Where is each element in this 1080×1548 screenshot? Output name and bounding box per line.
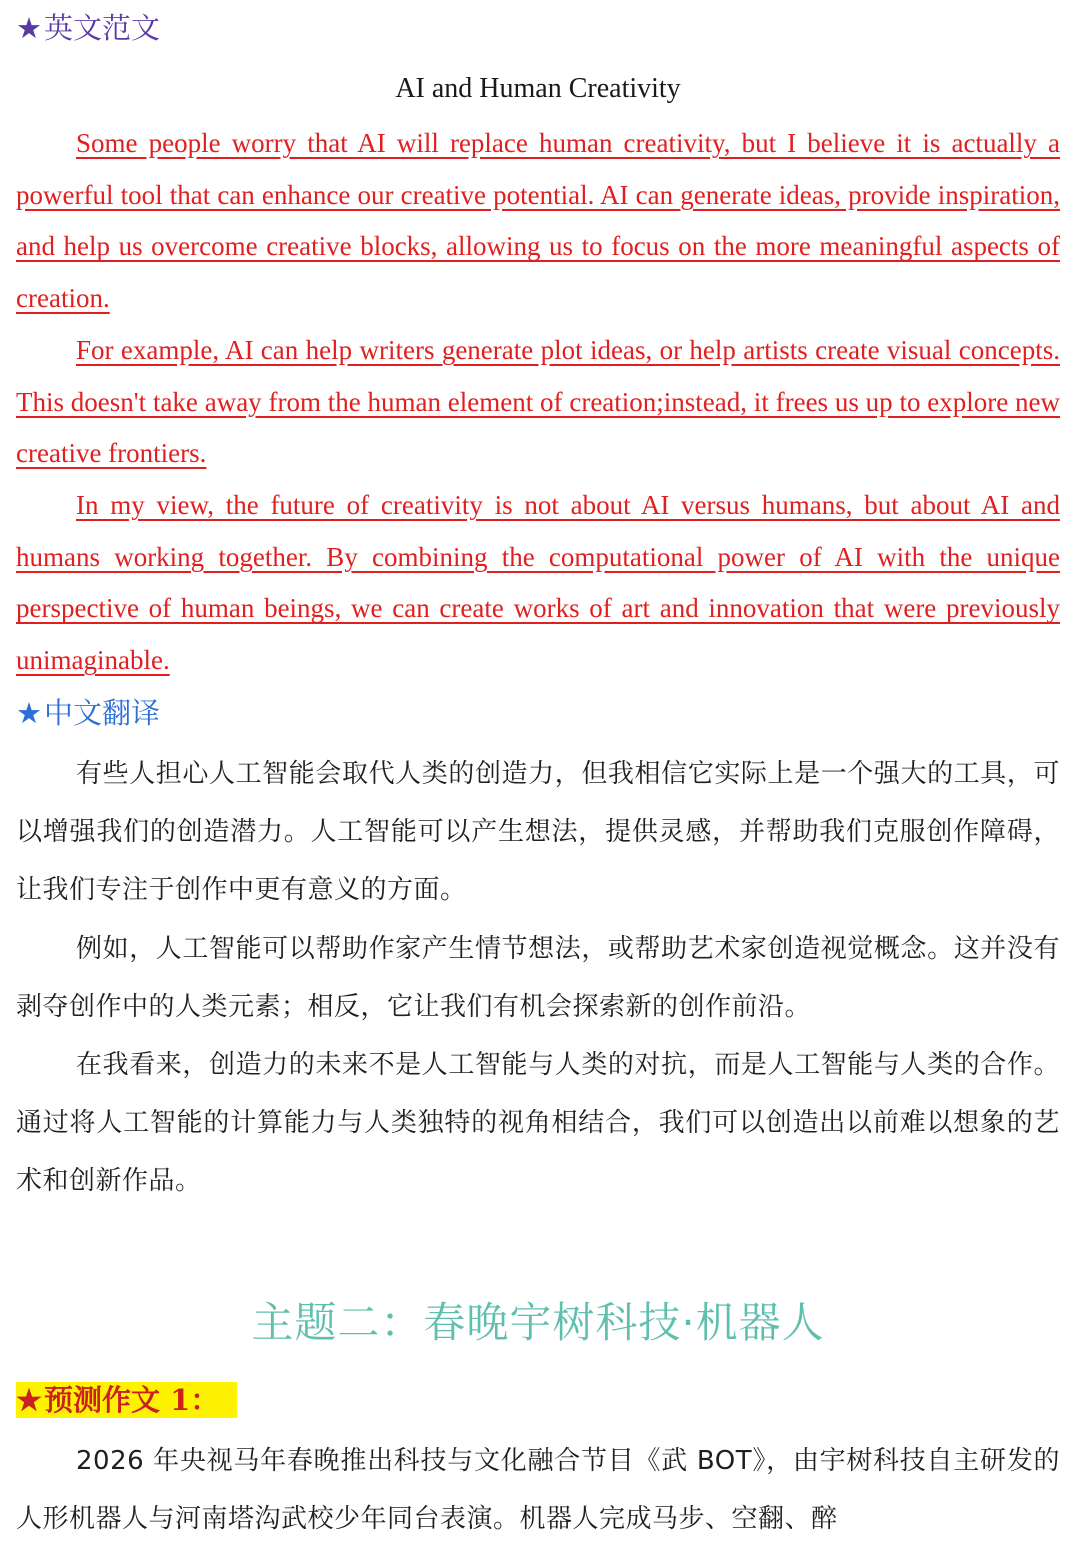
heading-prediction-label: 预测作文 1：	[44, 1383, 220, 1417]
heading-prediction	[16, 1382, 237, 1418]
star-icon: ★	[16, 696, 42, 730]
heading-translation	[16, 695, 160, 731]
star-icon: ★	[16, 11, 42, 45]
english-paragraph-1: Some people worry that AI will replace human creativity, but I believe it is actually a powerful tool that can enhance our creative potential. AI can generate ideas, provide inspiration, and help us overcome creative blocks, allowing us to focus on the more meaningful aspects of creation.	[16, 128, 1060, 314]
heading-translation-label: 中文翻译	[44, 696, 161, 730]
heading-model-label: 英文范文	[44, 11, 161, 45]
chinese-paragraph-2: 例如，人工智能可以帮助作家产生情节想法，或帮助艺术家创造视觉概念。这并没有剥夺创作中的人类元素；相反，它让我们有机会探索新的创作前沿。	[16, 934, 1060, 1022]
heading-model-essay	[16, 10, 160, 46]
english-paragraph-3: In my view, the future of creativity is not about AI versus humans, but about AI and humans working together. By combining the computational power of AI with the unique perspective of human beings, we can create works of art and innovation that were previously unimaginable.	[16, 490, 1060, 676]
english-paragraph-2: For example, AI can help writers generate plot ideas, or help artists create visual concepts. This doesn't take away from the human element of creation;instead, it frees us up to explore new creative frontiers.	[16, 335, 1060, 469]
essay-title: AI and Human Creativity	[395, 73, 681, 104]
star-icon: ★	[16, 1383, 42, 1417]
prediction-paragraph-1: 2026 年央视马年春晚推出科技与文化融合节目《武 BOT》，由宇树科技自主研发的人形机器人与河南塔沟武校少年同台表演。机器人完成马步、空翻、醉	[16, 1446, 1060, 1534]
chinese-paragraph-1: 有些人担心人工智能会取代人类的创造力，但我相信它实际上是一个强大的工具，可以增强我们的创造潜力。人工智能可以产生想法，提供灵感，并帮助我们克服创作障碍，让我们专注于创作中更有意义的方面。	[16, 759, 1060, 905]
theme-title: 主题二：春晚宇树科技·机器人	[251, 1298, 825, 1347]
chinese-paragraph-3: 在我看来，创造力的未来不是人工智能与人类的对抗，而是人工智能与人类的合作。通过将人工智能的计算能力与人类独特的视角相结合，我们可以创造出以前难以想象的艺术和创新作品。	[16, 1050, 1060, 1196]
